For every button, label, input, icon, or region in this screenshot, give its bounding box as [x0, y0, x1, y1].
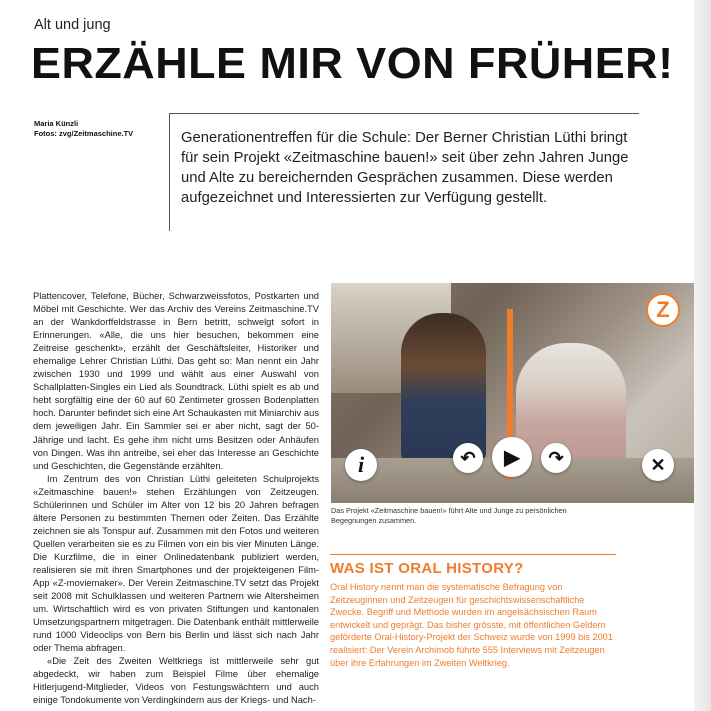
body-paragraph: «Die Zeit des Zweiten Weltkriegs ist mittlerweile sehr gut abgedeckt, wir haben zum Beispiel Filme über ehemalige Hitlerjugend-Mitglieder, Videos von Festungswächtern und auch einige Tondokumente von Verdingkindern aus der Kriegs- und Nach- [33, 656, 319, 706]
photo-young-man [401, 313, 486, 463]
video-photo[interactable] [331, 283, 694, 503]
forward-button[interactable]: ↷ [541, 443, 571, 473]
info-button[interactable]: i [345, 449, 377, 481]
lead-rule [169, 113, 639, 114]
body-column [33, 290, 319, 708]
page-edge [694, 0, 711, 711]
zeitmaschine-logo-icon: Z [646, 293, 680, 327]
photo-credit: Fotos: zvg/Zeitmaschine.TV [34, 129, 134, 138]
author: Maria Künzli [34, 119, 79, 128]
lead-paragraph: Generationentreffen für die Schule: Der Berner Christian Lüthi bringt für sein Projekt «Zeitmaschine bauen!» seit über zehn Jahren Junge und Alte zu bereichernden Gesprächen zusammen. Diese werden aufgezeichnet und Interessierten zur Verfügung gestellt. [181, 130, 629, 206]
rewind-button[interactable]: ↶ [453, 443, 483, 473]
headline: ERZÄHLE MIR VON FRÜHER! [31, 39, 674, 88]
kicker: Alt und jung [34, 17, 111, 33]
box-title: WAS IST ORAL HISTORY? [330, 560, 524, 577]
byline [34, 119, 133, 139]
body-paragraph: Im Zentrum des von Christian Lüthi geleiteten Schulprojekts «Zeitmaschine bauen!» stehen Erzählungen von Zeitzeugen. Schülerinnen und Schüler im Alter von 12 bis 20 Jahren befragen ältere Personen zu bestimmten Themen oder Zeiten. Das Erzählte zeichnen sie als Tonspur auf. Zusammen mit den Fotos und weiteren Quellen verarbeiten sie es zu Filmen von ein bis vier Minuten Länge. Die Kurzfilme, die in einer Onlinedatenbank publiziert werden, realisieren sie mit ihren Smartphones und der projekteigenen Film-App «Z-moviemaker». Der Verein Zeitmaschine.TV setzt das Projekt seit 2008 mit Schulklassen und weiteren Partnern wie Altersheimen um. Wirtschaftlich wird es von privaten Stiftungen und kantonalen Umsetzungspartnern mitgetragen. Die Datenbank enthält mittlerweile rund 1000 Videoclips von Bern bis Berlin und lässt sich nach Jahr oder Thema abfragen. [33, 473, 319, 654]
play-button[interactable]: ▶ [492, 437, 532, 477]
photo-caption: Das Projekt «Zeitmaschine bauen!» führt Alte und Junge zu persönlichen Begegnungen zusammen. [331, 506, 567, 525]
box-rule [330, 554, 616, 555]
close-button[interactable]: ✕ [642, 449, 674, 481]
body-paragraph: Plattencover, Telefone, Bücher, Schwarzweissfotos, Postkarten und Möbel mit Geschichte. Wer das Archiv des Vereins Zeitmaschine.TV an der Wankdorffeldstrasse in Bern betritt, schwelgt sofort in Erinnerungen. «Alle, die uns hier besuchen, bekommen eine Zeitreise geschenkt», erzählt der Geschäftsleiter, Historiker und ehemalige Lehrer Christian Lüthi. Das geht so: Man nennt ein Jahr zwischen 1930 und 1999 und wählt aus einer Auswahl von Schallplatten-Singles ein Lied als Soundtrack. Lüthi spielt es ab und hebt sorgfältig eine der 60 auf 60 Zentimeter grossen Bodenplatten hoch. Darunter befindet sich eine Art Schaukasten mit Miniarchiv aus dem jeweiligen Jahr. Ein Sammler sei er aber nicht, sagt der 50-Jährige und lacht. Es gehe ihm nicht ums Besitzen oder Anhäufen von Dingen. Was ihn antreibe, sei eher das Interesse an Geschichte und Geschichten, die Gegenstände erzählten. [33, 291, 319, 471]
lead-bracket [169, 113, 170, 231]
box-text: Oral History nennt man die systematische Befragung von Zeitzeuginnen und Zeitzeugen für geschichtswissenschaftliche Zwecke. Begriff und Methode wurden im angelsächsischen Raum entwickelt und geprägt. Das bisher grösste, mit öffentlichen Geldern geförderte Oral-History-Projekt der Schweiz wurde von 1999 bis 2001 realisiert: Der Verein Archimob führte 555 Interviews mit Zeitzeugen über ihre Erfahrungen im Zweiten Weltkrieg. [330, 582, 613, 668]
